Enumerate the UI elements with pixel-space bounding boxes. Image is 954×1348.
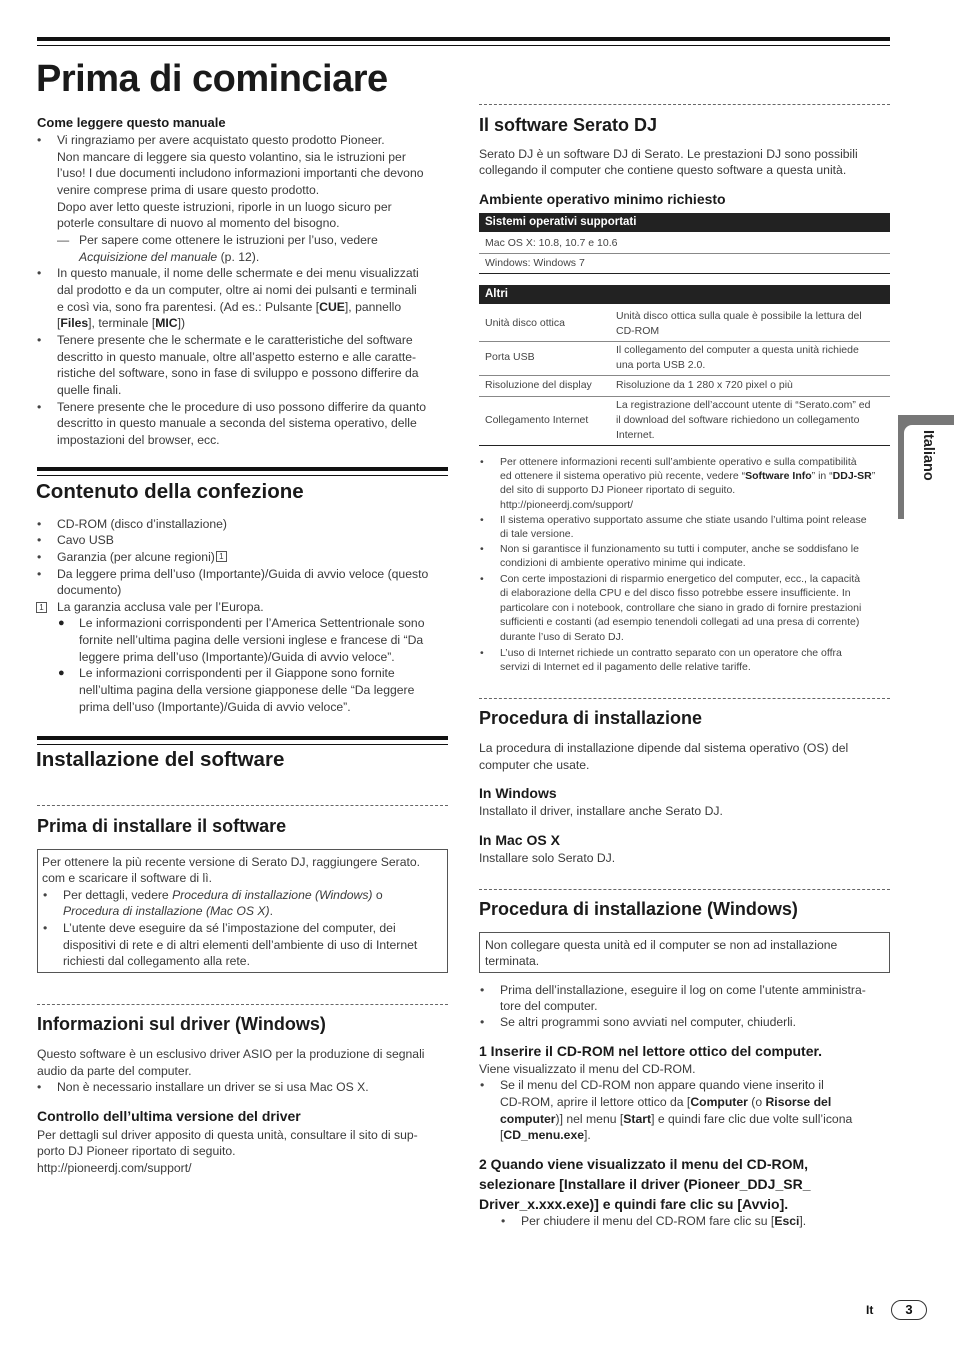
dash-item: — Per sapere come ottenere le istruzioni per l’uso, vedere (79, 232, 378, 249)
text-line: La procedura di installazione dipende dal sistema operativo (OS) del (479, 741, 849, 755)
text-line: com e scaricare il software di lì. (42, 871, 213, 885)
text-line: ristiche del software, sono in fase di sviluppo e possono differire da (57, 366, 419, 380)
support-url[interactable]: http://pioneerdj.com/support/ (500, 499, 634, 511)
section-how-to-read-title: Come leggere questo manuale (37, 115, 226, 130)
dashed-divider (479, 104, 890, 105)
text-line: collegando il computer che contiene questo software a questa unità. (479, 163, 847, 177)
windows-subtitle: In Windows (479, 785, 557, 801)
text-line: fornite nell’ultima pagina delle versioni inglese e francese di “Da (79, 633, 424, 647)
list-item: • Se altri programmi sono avviati nel computer, chiuderli. (500, 1014, 796, 1031)
text-line: descritto in questo manuale a seconda del sistema operativo, delle (57, 416, 417, 430)
text-line: impostazioni del browser, ecc. (57, 433, 220, 447)
text-line: venire comprese prima di usare questo prodotto. (57, 183, 320, 197)
table-key: Porta USB (485, 351, 535, 363)
text-line: poterle consultare di nuovo al momento del bisogno. (57, 216, 340, 230)
subsection-driver-title: Informazioni sul driver (Windows) (37, 1014, 326, 1034)
text-line: porto DJ Pioneer riportato di seguito. (37, 1144, 236, 1158)
text-line: quelle finali. (57, 383, 122, 397)
table-key: Collegamento Internet (485, 414, 589, 426)
table-header-others: Altri (479, 285, 890, 304)
text-line: durante l’uso di Serato DJ. (500, 631, 624, 643)
list-item: ● Le informazioni corrispondenti per l’America Settentrionale sono (79, 615, 425, 632)
table-header-os: Sistemi operativi supportati (479, 213, 890, 232)
section-serato-title: Il software Serato DJ (479, 115, 658, 135)
text-line: Installare solo Serato DJ. (479, 851, 616, 865)
section-rule-thick (37, 736, 448, 740)
list-item: • Vi ringraziamo per avere acquistato questo prodotto Pioneer. (57, 132, 385, 149)
table-key: Unità disco ottica (485, 317, 565, 329)
list-item: • CD-ROM (disco d’installazione) (57, 516, 227, 533)
table-value: una porta USB 2.0. (616, 359, 706, 371)
text-line: computer che usate. (479, 758, 590, 772)
text-line: audio da parte del computer. (37, 1064, 192, 1078)
top-rule-thick (37, 37, 890, 41)
list-item: • Tenere presente che le procedure di uso possono differire da quanto (57, 399, 426, 416)
list-item: • Non si garantisce il funzionamento su tutti i computer, anche se soddisfano le (500, 542, 859, 557)
text-line: descritto in questo manuale, oltre all’aspetto esterno e alle caratte- (57, 350, 417, 364)
text-line: CD-ROM, aprire il lettore ottico da [Computer (o Risorse del (500, 1095, 832, 1109)
text-line: del sito di supporto DJ Pioneer riportato di seguito. (500, 484, 736, 496)
table-divider (479, 445, 890, 446)
list-item: • Da leggere prima dell’uso (Importante)/Guida di avvio veloce (questo (57, 566, 428, 583)
table-cell: Mac OS X: 10.8, 10.7 e 10.6 (485, 237, 618, 249)
dashed-divider (479, 698, 890, 699)
text-line: condizioni di ambiente operativo minime qui indicate. (500, 557, 746, 569)
text-line: e così via, sono fra parentesi. (Ad es.: Pulsante [CUE], pannello (57, 300, 402, 314)
footnote-mark: 1 (216, 551, 227, 562)
step-2-title: 2 Quando viene visualizzato il menu del CD-ROM, (479, 1156, 809, 1172)
section-contents-title: Contenuto della confezione (36, 480, 304, 503)
text-line: [CD_menu.exe]. (500, 1128, 591, 1142)
table-value: il download del software richiedono un collegamento (616, 414, 860, 426)
text-line: Non collegare questa unità ed il computer se non ad installazione (485, 938, 838, 952)
text-line: Installato il driver, installare anche Serato DJ. (479, 804, 723, 818)
text-line: servizi di Internet ed il pagamento delle relative tariffe. (500, 661, 751, 673)
step-2-title: Driver_x.xxx.exe)] e quindi fare clic su [Avvio]. (479, 1196, 789, 1212)
text-line: documento) (57, 583, 122, 597)
text-line: [Files], terminale [MIC]) (57, 316, 186, 330)
section-rule-thin (37, 744, 448, 745)
list-item: • Per chiudere il menu del CD-ROM fare clic su [Esci]. (521, 1213, 806, 1230)
table-divider (479, 341, 890, 342)
side-tab-language: Italiano (920, 430, 936, 481)
section-rule-thick (37, 467, 448, 471)
text-line: tore del computer. (500, 999, 598, 1013)
list-item: ● Le informazioni corrispondenti per il Giappone sono fornite (79, 665, 395, 682)
list-item: • L’uso di Internet richiede un contratto separato con un operatore che offra (500, 646, 842, 661)
text-line: dal prodotto e da un computer, oltre ai nomi dei pulsanti e terminali (57, 283, 417, 297)
text-line: leggere prima dell’uso (Importante)/Guida di avvio veloce”. (79, 650, 395, 664)
footnote-box: 1 (36, 602, 47, 613)
top-rule-thin (37, 45, 890, 46)
table-divider (479, 375, 890, 376)
list-item: • Tenere presente che le schermate e le caratteristiche del software (57, 332, 413, 349)
list-item: • Non è necessario installare un driver se si usa Mac OS X. (57, 1079, 369, 1096)
step-1-title: 1 Inserire il CD-ROM nel lettore ottico del computer. (479, 1043, 823, 1059)
list-item: • Prima dell’installazione, eseguire il log on come l’utente amministra- (500, 982, 866, 999)
table-value: Internet. (616, 429, 655, 441)
page-number: 3 (891, 1300, 927, 1320)
section-procedure-title: Procedura di installazione (479, 708, 703, 728)
text-line: sufficienti e costanti (ad esempio tenendoli collegati ad una presa di corrente) (500, 616, 860, 628)
table-value: Unità disco ottica sulla quale è possibile la lettura del (616, 310, 862, 322)
table-value: CD-ROM (616, 325, 660, 337)
list-item: • Per dettagli, vedere Procedura di installazione (Windows) o (63, 887, 383, 904)
text-line: terminata. (485, 954, 540, 968)
footnote: 1 La garanzia acclusa vale per l’Europa. (57, 599, 264, 616)
text-line: di elaborazione della CPU e del disco fisso potrebbe essere insufficiente. In (500, 587, 851, 599)
step-2-title: selezionare [Installare il driver (Pioneer_DDJ_SR_ (479, 1176, 811, 1192)
dashed-divider (37, 1004, 448, 1005)
dashed-divider (479, 889, 890, 890)
list-item: • Garanzia (per alcune regioni) 1 (57, 549, 227, 566)
section-rule-thin (37, 475, 448, 476)
list-item: • Il sistema operativo supportato assume che stiate usando l’ultima point release (500, 513, 867, 528)
table-divider (479, 396, 890, 397)
support-url[interactable]: http://pioneerdj.com/support/ (37, 1161, 192, 1175)
driver-check-title: Controllo dell’ultima versione del driver (37, 1108, 301, 1124)
text-line: di tale versione. (500, 528, 574, 540)
env-title: Ambiente operativo minimo richiesto (479, 191, 726, 207)
manual-link-text: Acquisizione del manuale (79, 250, 218, 264)
section-windows-procedure-title: Procedura di installazione (Windows) (479, 899, 798, 919)
text-line: Acquisizione del manuale (p. 12). (79, 250, 260, 264)
text-line: Per dettagli sul driver apposito di questa unità, consultare il sito di sup- (37, 1128, 418, 1142)
page-title: Prima di cominciare (36, 58, 388, 100)
text-line: Per ottenere la più recente versione di Serato DJ, raggiungere Serato. (42, 855, 421, 869)
list-item: • Se il menu del CD-ROM non appare quando viene inserito il (500, 1077, 824, 1094)
text-line: particolare con i notebook, controllare che siano in grado di fornire prestazioni (500, 602, 862, 614)
footer-language: It (866, 1303, 874, 1317)
text-line: ed ottenere il sistema operativo più recente, vedere “Software Info” in “DDJ-SR” (500, 470, 876, 482)
list-item: • Con certe impostazioni di risparmio energetico del computer, ecc., la capacità (500, 572, 860, 587)
table-cell: Windows: Windows 7 (485, 257, 585, 269)
text-line: Non mancare di leggere sia questo volantino, sia le istruzioni per (57, 150, 406, 164)
table-value: Risoluzione da 1 280 x 720 pixel o più (616, 379, 793, 391)
text-line: prima dell’uso (Importante)/Guida di avvio veloce”. (79, 700, 351, 714)
text-line: Procedura di installazione (Mac OS X). (63, 904, 273, 918)
section-install-title: Installazione del software (36, 748, 285, 771)
list-item: • Cavo USB (57, 532, 114, 549)
text-line: l’uso! I due documenti includono informazioni importanti che devono (57, 166, 424, 180)
text-line: Dopo aver letto queste istruzioni, riporle in un luogo sicuro per (57, 200, 392, 214)
mac-subtitle: In Mac OS X (479, 832, 560, 848)
text-line: nell’ultima pagina della versione giapponese delle “Da leggere (79, 683, 415, 697)
text-line: Questo software è un esclusivo driver ASIO per la produzione di segnali (37, 1047, 425, 1061)
text-line: dispositivi di rete e di altri elementi dell’ambiente di uso di Internet (63, 938, 418, 952)
text-line: computer)] nel menu [Start] e quindi fare clic due volte sull’icona (500, 1112, 853, 1126)
table-divider (479, 273, 890, 274)
table-divider (479, 253, 890, 254)
list-item: • L’utente deve eseguire da sé l’impostazione del computer, dei (63, 920, 396, 937)
table-key: Risoluzione del display (485, 379, 592, 391)
list-item: • Per ottenere informazioni recenti sull’ambiente operativo e sulla compatibilità (500, 455, 857, 470)
subsection-before-install-title: Prima di installare il software (37, 816, 287, 836)
text-line: Viene visualizzato il menu del CD-ROM. (479, 1062, 696, 1076)
text-line: Serato DJ è un software DJ di Serato. Le prestazioni DJ sono possibili (479, 147, 858, 161)
table-value: Il collegamento del computer a questa unità richiede (616, 344, 859, 356)
list-item: • In questo manuale, il nome delle schermate e dei menu visualizzati (57, 265, 419, 282)
table-value: La registrazione dell’account utente di “Serato.com” ed (616, 399, 871, 411)
text-line: richiesti dal collegamento alla rete. (63, 954, 250, 968)
dashed-divider (37, 805, 448, 806)
